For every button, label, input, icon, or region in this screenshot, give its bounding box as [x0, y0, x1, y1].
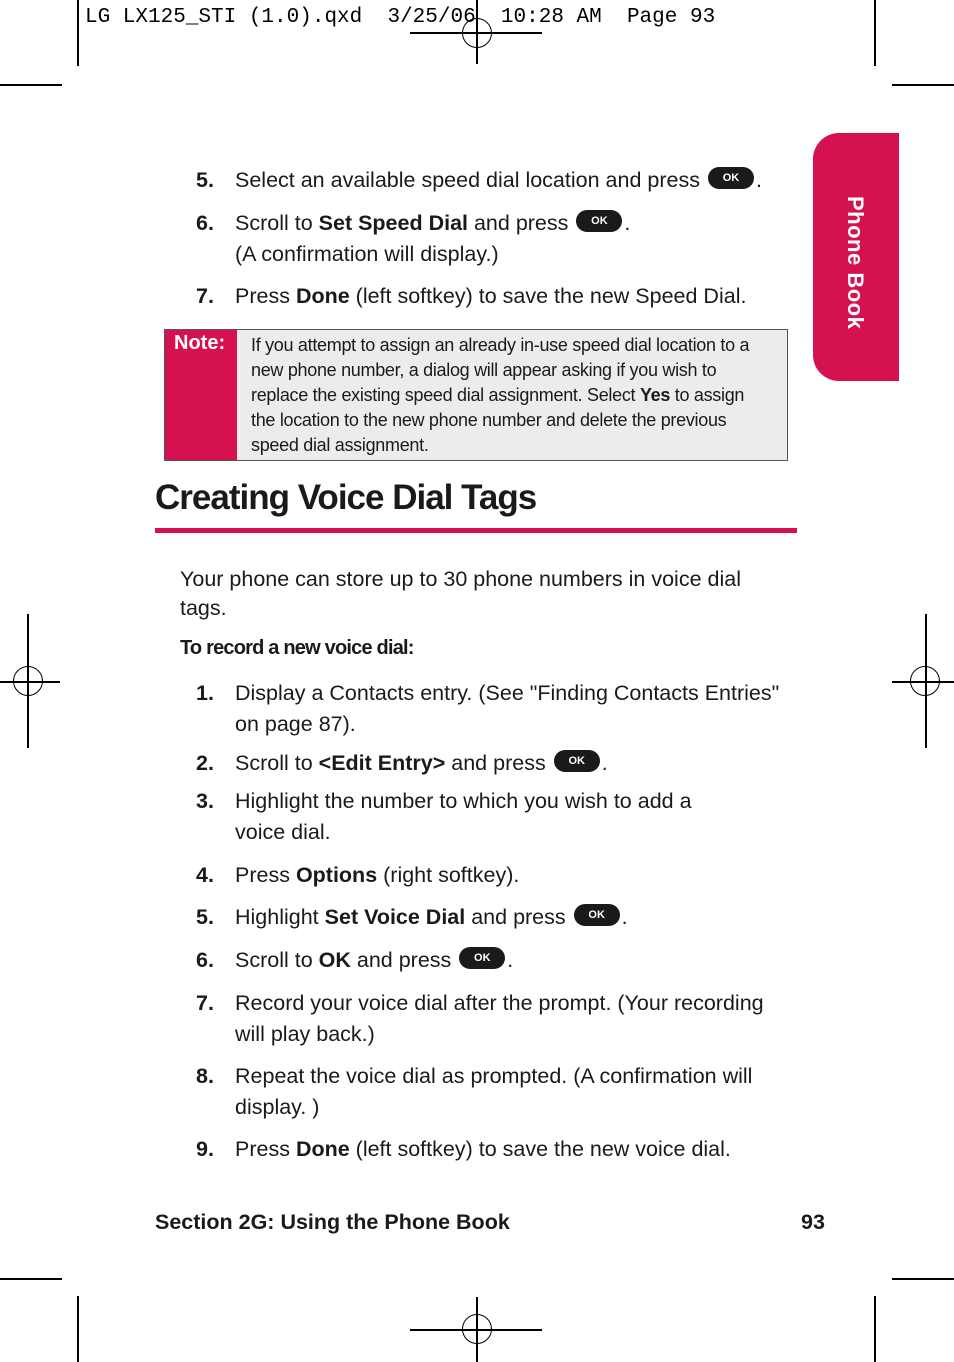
step-number: 4.	[196, 863, 214, 887]
step-text	[235, 1061, 790, 1123]
crop-mark	[874, 0, 876, 66]
step-text-part: Display a Contacts entry. (See "Finding Contacts Entries"	[235, 681, 780, 705]
step-number: 6.	[196, 211, 214, 235]
step-text-bold: Done	[295, 1137, 350, 1161]
note-box	[164, 329, 788, 461]
crop-mark	[874, 1296, 876, 1362]
step-text-part: Highlight the number to which you wish to add a	[235, 789, 692, 813]
ok-key-icon: OK	[708, 167, 754, 189]
step-text-part: (left softkey) to save the new voice dial.	[349, 1137, 731, 1161]
crop-mark	[0, 1278, 62, 1280]
crop-mark	[0, 84, 62, 86]
step-text-part: voice dial.	[235, 820, 331, 844]
step-text	[235, 1134, 790, 1165]
step-number: 2.	[196, 751, 214, 775]
ok-key-icon: OK	[576, 210, 622, 232]
step-text	[235, 902, 790, 933]
step-text-bold: OK	[318, 948, 351, 972]
slug-file-name: LG LX125_STI (1.0).qxd	[85, 6, 363, 29]
note-label-cell	[165, 330, 237, 460]
step-number: 5.	[196, 168, 214, 192]
step-text-part: (left softkey) to save the new Speed Dial.	[349, 284, 747, 308]
step-text-part: Highlight	[235, 905, 325, 929]
step-text	[235, 945, 790, 976]
note-text-part: If you attempt to assign an already in-use speed dial location to a new phone number, a dialog will appear asking if you wish to replace the existing speed dial assignment. Select	[251, 335, 750, 405]
ok-key-icon: OK	[554, 750, 600, 772]
slug-page-word: Page	[626, 6, 678, 29]
step-text	[235, 208, 790, 270]
step-number: 6.	[196, 948, 214, 972]
step-text-part: and press	[350, 948, 452, 972]
footer-page-number: 93	[801, 1210, 825, 1234]
step-number: 7.	[196, 284, 214, 308]
ok-key-icon: OK	[574, 904, 620, 926]
slug-time: 10:28 AM	[500, 6, 602, 29]
note-text	[251, 333, 771, 458]
step-text-bold: Set Speed Dial	[318, 211, 468, 235]
step-text-part: .	[755, 168, 762, 192]
step-text-part: .	[624, 211, 631, 235]
step-text-part: Press	[235, 863, 296, 887]
step-text-part: Scroll to	[235, 751, 319, 775]
step-number: 3.	[196, 789, 214, 813]
note-text-part: to assign the location to the new phone number and delete the previous speed dial assignment.	[251, 385, 745, 455]
intro-paragraph: Your phone can store up to 30 phone numbers in voice dial tags.	[180, 567, 741, 620]
step-text-part: .	[601, 751, 608, 775]
crop-mark	[77, 1296, 79, 1362]
step-number: 8.	[196, 1064, 214, 1088]
step-text-part: and press	[465, 905, 566, 929]
step-text-part: (A confirmation will display.)	[235, 242, 499, 266]
printer-slug	[85, 6, 715, 29]
footer-section-label: Section 2G: Using the Phone Book	[155, 1210, 510, 1234]
step-text-part: will play back.)	[235, 1022, 375, 1046]
heading-rule	[155, 528, 797, 533]
step-number: 7.	[196, 991, 214, 1015]
slug-page-number: 93	[689, 6, 716, 29]
step-text-part: (right softkey).	[377, 863, 520, 887]
note-label: Note:	[174, 332, 226, 354]
section-title: Creating Voice Dial Tags	[155, 478, 537, 517]
step-number: 5.	[196, 905, 214, 929]
step-number: 1.	[196, 681, 214, 705]
step-text	[235, 281, 790, 312]
step-text-part: Select an available speed dial location and press	[235, 168, 700, 192]
step-text-part: Scroll to	[235, 948, 319, 972]
crop-mark	[892, 84, 954, 86]
step-text-bold: <Edit Entry>	[318, 751, 446, 775]
step-text-part: and press	[468, 211, 569, 235]
crop-mark	[77, 0, 79, 66]
note-text-bold: Yes	[639, 385, 671, 405]
crop-mark	[892, 1278, 954, 1280]
step-text	[235, 748, 790, 779]
step-text-part: on page 87).	[235, 712, 356, 736]
step-text-part: Scroll to	[235, 211, 319, 235]
ok-key-icon: OK	[459, 947, 505, 969]
step-text	[235, 860, 790, 891]
step-text-part: display. )	[235, 1095, 320, 1119]
step-text	[235, 988, 790, 1050]
step-number: 9.	[196, 1137, 214, 1161]
step-text-part: Repeat the voice dial as prompted. (A confirmation will	[235, 1064, 753, 1088]
step-text-bold: Set Voice Dial	[324, 905, 466, 929]
step-text-part: Press	[235, 284, 296, 308]
step-text-part: .	[507, 948, 514, 972]
side-tab-label: Phone Book	[843, 196, 868, 330]
step-text-part: and press	[445, 751, 546, 775]
step-text-bold: Done	[295, 284, 350, 308]
procedure-subhead: To record a new voice dial:	[180, 637, 414, 659]
step-text-part: Record your voice dial after the prompt. (Your recording	[235, 991, 764, 1015]
step-text	[235, 678, 790, 740]
step-text-bold: Options	[295, 863, 378, 887]
slug-date: 3/25/06	[387, 6, 476, 29]
step-text-part: .	[621, 905, 628, 929]
step-text-part: Press	[235, 1137, 296, 1161]
step-text	[235, 165, 795, 196]
step-text	[235, 786, 790, 848]
